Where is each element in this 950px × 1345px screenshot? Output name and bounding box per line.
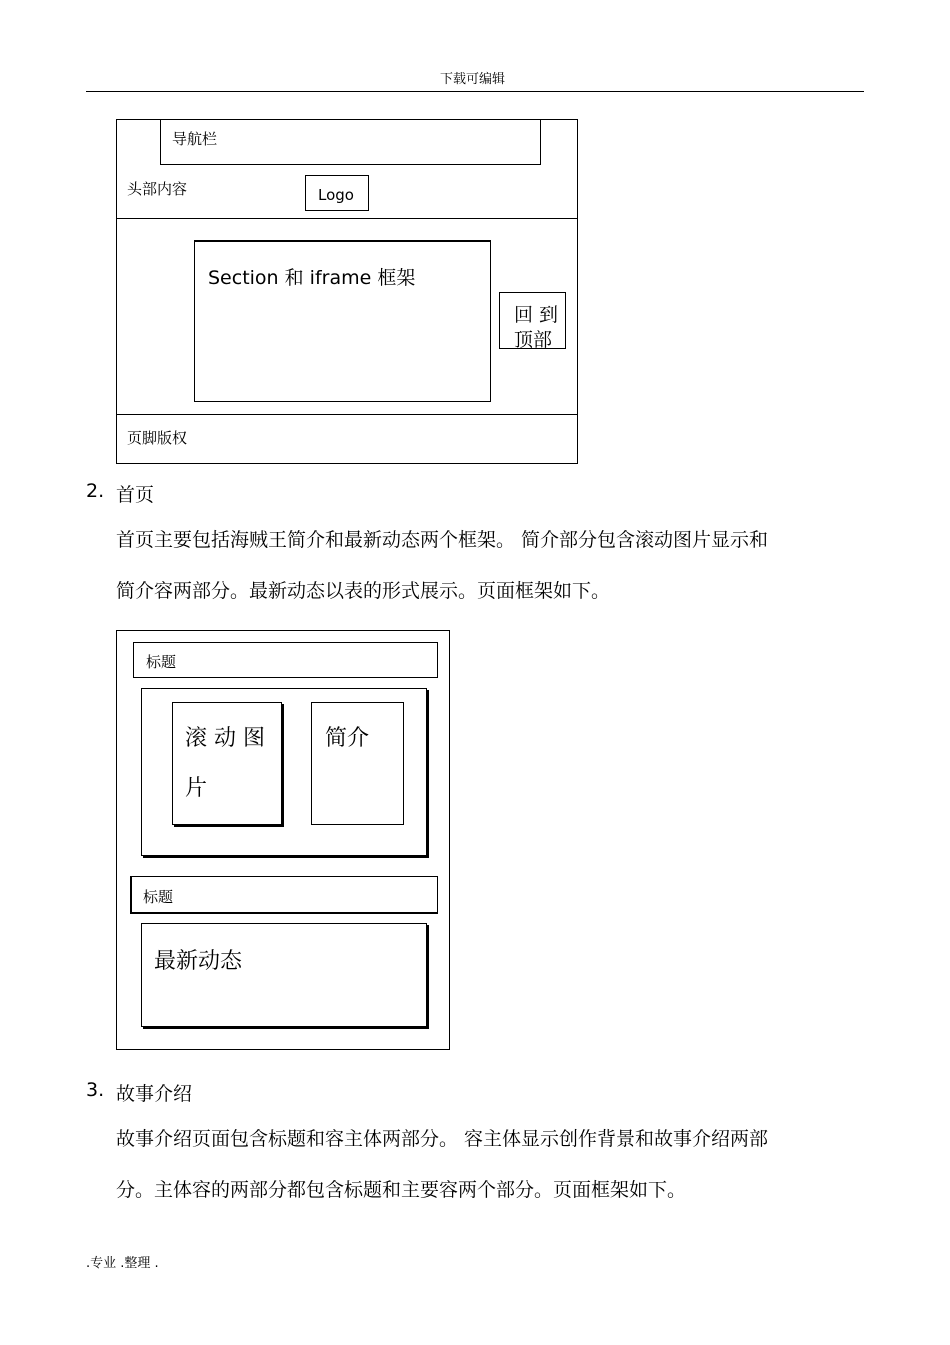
section2-paragraph-line2: 简介容两部分。最新动态以表的形式展示。页面框架如下。 [116, 580, 611, 602]
header-rule [86, 91, 864, 92]
logo-label: Logo [318, 186, 354, 204]
section3-paragraph-line2: 分。主体容的两部分都包含标题和主要容两个部分。页面框架如下。 [116, 1179, 687, 1201]
latest-news-label: 最新动态 [154, 949, 243, 974]
section2-paragraph-line1: 首页主要包括海贼王简介和最新动态两个框架。 简介部分包含滚动图片显示和 [116, 529, 769, 551]
home-title-label-1: 标题 [146, 653, 177, 671]
section2-heading-title: 首页 [116, 484, 155, 506]
home-title-box-1 [133, 642, 438, 678]
nav-bar-label: 导航栏 [172, 130, 218, 148]
back-to-top-line1: 回 到 [514, 304, 559, 326]
section3-heading-number: 3. [86, 1079, 105, 1101]
back-to-top-line2: 顶部 [514, 329, 553, 351]
footer-copyright-label: 页脚版权 [127, 429, 188, 447]
section3-paragraph-line1: 故事介绍页面包含标题和容主体两部分。 容主体显示创作背景和故事介绍两部 [116, 1128, 769, 1150]
home-title-label-2: 标题 [143, 888, 174, 906]
home-title-box-2 [130, 876, 438, 914]
nav-bar-box [160, 119, 541, 165]
intro-label: 简介 [325, 726, 370, 751]
latest-news-box [141, 923, 427, 1027]
page-header-text: 下载可编辑 [440, 72, 506, 87]
carousel-label-line2: 片 [185, 776, 208, 801]
footer-divider [116, 414, 578, 415]
section3-heading-title: 故事介绍 [116, 1083, 193, 1105]
header-divider [116, 218, 578, 219]
carousel-label-line1: 滚 动 图 [185, 726, 265, 751]
header-content-label: 头部内容 [127, 180, 188, 198]
section-iframe-label: Section 和 iframe 框架 [208, 267, 416, 289]
section2-heading-number: 2. [86, 480, 105, 502]
page-footer-text: .专业 .整理 . [86, 1256, 159, 1271]
